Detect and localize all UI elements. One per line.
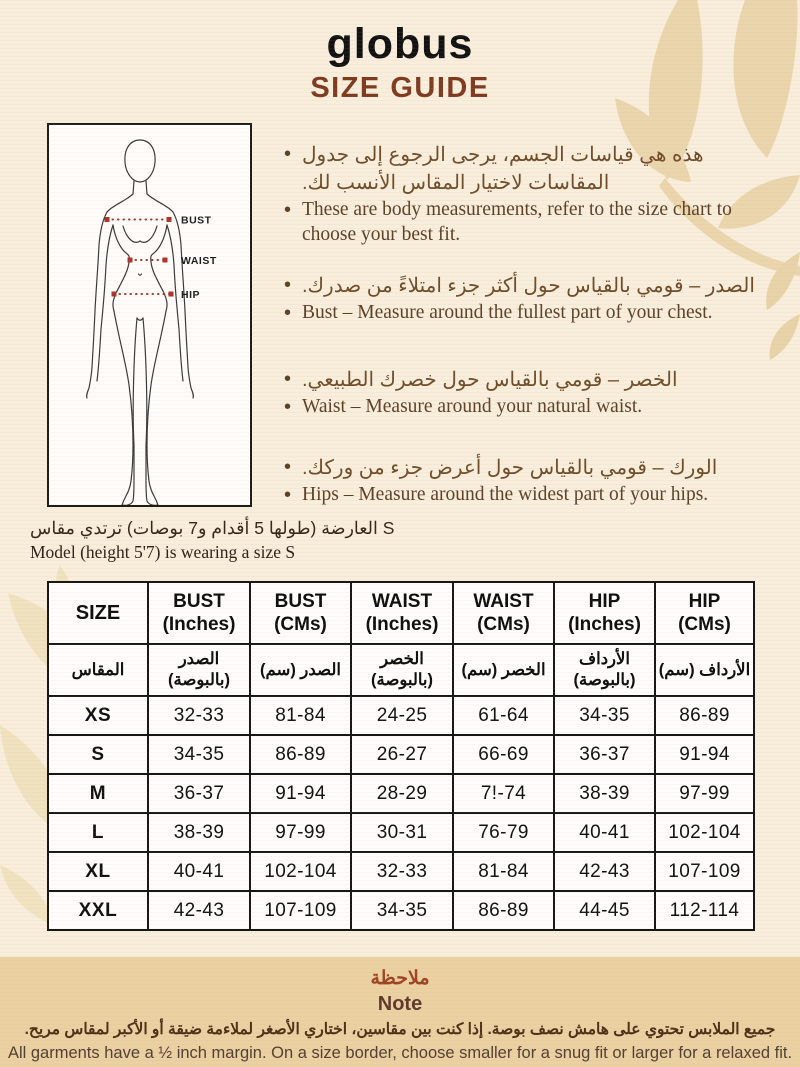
column-header-arabic: المقاس: [48, 644, 148, 696]
instruction-english: Waist – Measure around your natural waist.: [302, 396, 643, 417]
column-header: BUST (Inches): [148, 582, 250, 644]
brand-logo: globus: [326, 20, 474, 68]
bullet-icon: •: [284, 302, 292, 324]
table-row: [48, 696, 754, 735]
note-body-english: All garments have a ½ inch margin. On a size border, choose smaller for a snug fit or larger for a relaxed fit.: [7, 1044, 793, 1062]
instruction-group-bust: [284, 272, 764, 327]
note-body-arabic: جميع الملابس تحتوي على هامش نصف بوصة. إذا كنت بين مقاسين، اختاري الأصغر لملاءمة ضيقة أو الأكبر لمقاس مريح.: [24, 1021, 776, 1038]
instruction-group-waist: [284, 366, 764, 421]
measurement-cell: 66-69: [453, 735, 554, 774]
column-header: WAIST (CMs): [453, 582, 554, 644]
measurement-cell: 107-109: [655, 852, 754, 891]
measurement-cell: 97-99: [655, 774, 754, 813]
list-item: [284, 300, 764, 327]
measurement-cell: 97-99: [250, 813, 351, 852]
table-row: [48, 774, 754, 813]
list-item: [284, 197, 764, 247]
waist-label: WAIST: [181, 255, 217, 267]
measurement-cell: 42-43: [554, 852, 655, 891]
measurement-cell: 102-104: [655, 813, 754, 852]
measurement-cell: 86-89: [453, 891, 554, 930]
column-header: BUST (CMs): [250, 582, 351, 644]
measurement-cell: 38-39: [554, 774, 655, 813]
instruction-english: Bust – Measure around the fullest part of your chest.: [302, 302, 713, 323]
hip-label: HIP: [181, 289, 201, 301]
measurement-cell: 86-89: [250, 735, 351, 774]
measurement-cell: 36-37: [554, 735, 655, 774]
measurement-cell: 26-27: [351, 735, 453, 774]
model-note-english: Model (height 5'7) is wearing a size S: [30, 542, 296, 562]
column-header-arabic: الخصر (بالبوصة): [351, 644, 453, 696]
size-cell: L: [48, 813, 148, 852]
column-header-arabic: الأرداف (سم): [655, 644, 754, 696]
measurement-cell: 112-114: [655, 891, 754, 930]
bullet-icon: •: [284, 484, 292, 506]
column-header: HIP (CMs): [655, 582, 754, 644]
column-header-arabic: الصدر (سم): [250, 644, 351, 696]
measurement-cell: 107-109: [250, 891, 351, 930]
measurement-cell: 81-84: [453, 852, 554, 891]
measurement-cell: 34-35: [554, 696, 655, 735]
measurement-cell: 86-89: [655, 696, 754, 735]
size-cell: XL: [48, 852, 148, 891]
list-item: [284, 394, 764, 421]
note-title-english: Note: [377, 993, 423, 1015]
measurement-cell: 42-43: [148, 891, 250, 930]
size-table-body: [48, 696, 754, 930]
bullet-icon: •: [284, 368, 292, 390]
measurement-cell: 24-25: [351, 696, 453, 735]
bullet-icon: •: [284, 396, 292, 418]
measurement-cell: 91-94: [250, 774, 351, 813]
instruction-arabic: هذه هي قياسات الجسم، يرجى الرجوع إلى جدول المقاسات لاختيار المقاس الأنسب لك.: [302, 144, 704, 194]
note-title-arabic: ملاحظة: [370, 968, 430, 989]
column-header-arabic: الخصر (سم): [453, 644, 554, 696]
bullet-icon: •: [284, 199, 292, 221]
measurement-cell: 30-31: [351, 813, 453, 852]
measurement-cell: 40-41: [148, 852, 250, 891]
bullet-icon: •: [284, 274, 292, 296]
measurement-cell: 7!-74: [453, 774, 554, 813]
measurement-cell: 102-104: [250, 852, 351, 891]
instruction-group-hip: [284, 454, 764, 509]
measurement-cell: 76-79: [453, 813, 554, 852]
bullet-icon: •: [284, 456, 292, 478]
measurement-cell: 34-35: [351, 891, 453, 930]
size-cell: M: [48, 774, 148, 813]
body-measurement-diagram: [47, 123, 252, 507]
measurement-instructions: [284, 141, 764, 534]
bullet-icon: •: [284, 143, 292, 165]
table-row: [48, 852, 754, 891]
size-cell: XXL: [48, 891, 148, 930]
instruction-english: These are body measurements, refer to the size chart to choose your best fit.: [302, 199, 732, 245]
measurement-cell: 44-45: [554, 891, 655, 930]
instruction-english: Hips – Measure around the widest part of your hips.: [302, 484, 709, 505]
column-header-arabic: الأرداف (بالبوصة): [554, 644, 655, 696]
header-row-arabic: [48, 644, 754, 696]
body-outline-illustration: [49, 125, 250, 505]
column-header: HIP (Inches): [554, 582, 655, 644]
header-row-english: [48, 582, 754, 644]
model-size-note: [30, 516, 394, 564]
size-cell: S: [48, 735, 148, 774]
measurement-cell: 32-33: [351, 852, 453, 891]
instruction-group-general: [284, 141, 764, 247]
list-item: [284, 454, 764, 482]
bust-label: BUST: [181, 214, 212, 227]
model-note-arabic: العارضة (طولها 5 أقدام و7 بوصات) ترتدي مقاس S: [30, 518, 395, 538]
instruction-arabic: الخصر – قومي بالقياس حول خصرك الطبيعي.: [302, 369, 678, 391]
list-item: [284, 272, 764, 300]
size-cell: XS: [48, 696, 148, 735]
measurement-cell: 32-33: [148, 696, 250, 735]
instruction-arabic: الورك – قومي بالقياس حول أعرض جزء من وركك.: [302, 457, 718, 479]
measurement-cell: 34-35: [148, 735, 250, 774]
measurement-cell: 28-29: [351, 774, 453, 813]
instruction-arabic: الصدر – قومي بالقياس حول أكثر جزء امتلاءً من صدرك.: [302, 275, 755, 297]
table-row: [48, 891, 754, 930]
size-chart-table: [47, 581, 755, 931]
measurement-cell: 61-64: [453, 696, 554, 735]
list-item: [284, 366, 764, 394]
measurement-cell: 91-94: [655, 735, 754, 774]
list-item: [284, 482, 764, 509]
note-section: [0, 957, 800, 1067]
page-title: SIZE GUIDE: [310, 72, 490, 104]
measurement-cell: 81-84: [250, 696, 351, 735]
column-header: WAIST (Inches): [351, 582, 453, 644]
table-row: [48, 813, 754, 852]
column-header: SIZE: [48, 582, 148, 644]
list-item: [284, 141, 764, 197]
measurement-cell: 36-37: [148, 774, 250, 813]
table-row: [48, 735, 754, 774]
measurement-cell: 40-41: [554, 813, 655, 852]
column-header-arabic: الصدر (بالبوصة): [148, 644, 250, 696]
measurement-cell: 38-39: [148, 813, 250, 852]
